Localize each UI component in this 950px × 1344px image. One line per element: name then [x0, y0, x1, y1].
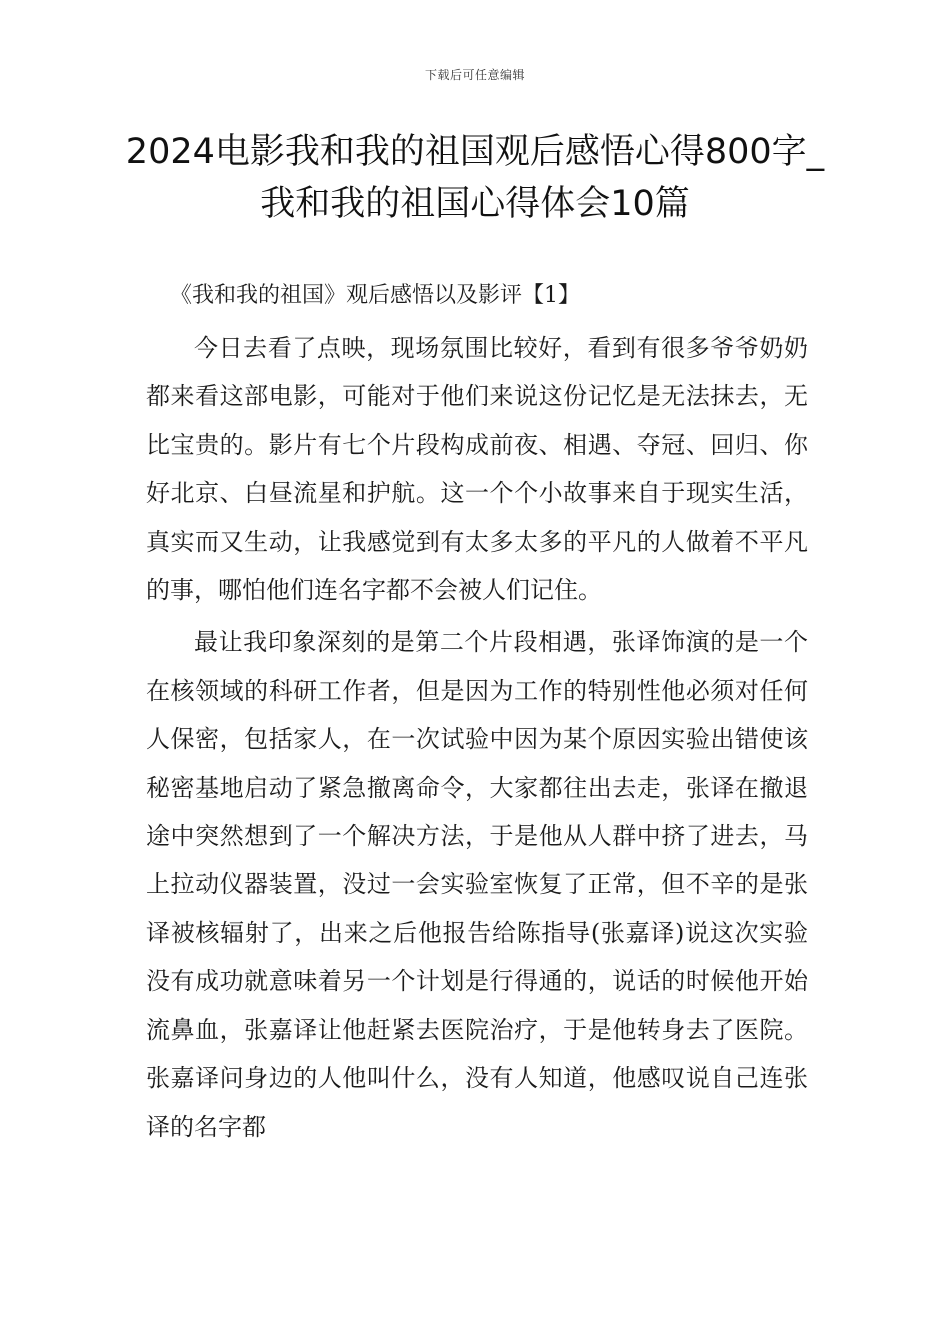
section-subtitle: 《我和我的祖国》观后感悟以及影评【1】	[170, 283, 580, 308]
header-note: 下载后可任意编辑	[424, 68, 525, 82]
document-title: 2024电影我和我的祖国观后感悟心得800字_我和我的祖国心得体会10篇	[125, 132, 825, 224]
paragraph-1: 今日去看了点映，现场氛围比较好，看到有很多爷爷奶奶都来看这部电影，可能对于他们来说这份记忆是无法抹去，无比宝贵的。影片有七个片段构成前夜、相遇、夺冠、回归、你好北京、白昼流星和护航。这一个个小故事来自于现实生活，真实而又生动，让我感觉到有太多太多的平凡的人做着不平凡的事，哪怕他们连名字都不会被人们记住。	[146, 334, 808, 605]
document-body	[146, 276, 808, 1151]
paragraph-2: 最让我印象深刻的是第二个片段相遇，张译饰演的是一个在核领域的科研工作者，但是因为工作的特别性他必须对任何人保密，包括家人，在一次试验中因为某个原因实验出错使该秘密基地启动了紧急撤离命令，大家都往出去走，张译在撤退途中突然想到了一个解决方法，于是他从人群中挤了进去，马上拉动仪器装置，没过一会实验室恢复了正常，但不辛的是张译被核辐射了，出来之后他报告给陈指导(张嘉译)说这次实验没有成功就意味着另一个计划是行得通的，说话的时候他开始流鼻血，张嘉译让他赶紧去医院治疗，于是他转身去了医院。张嘉译问身边的人他叫什么，没有人知道，他感叹说自己连张译的名字都	[146, 628, 808, 1141]
